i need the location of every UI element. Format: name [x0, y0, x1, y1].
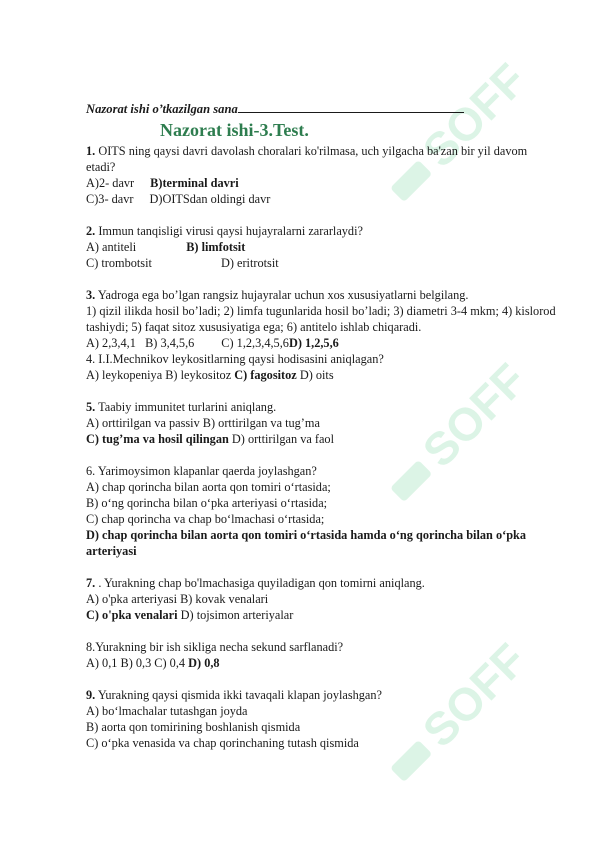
- question-5: [86, 399, 556, 447]
- answer-b: B) o‘ng qorincha bilan o‘pka arteriyasi o‘rtasida;: [86, 496, 328, 510]
- question-text: [86, 399, 556, 415]
- answer-b: B) leykositoz: [165, 368, 232, 382]
- answer-c: C)3- davr: [86, 192, 134, 206]
- answer-row: [86, 607, 556, 623]
- answer-row: [86, 191, 556, 207]
- answer-row: [86, 239, 556, 255]
- answer-c: C) chap qorincha va chap bo‘lmachasi o‘rtasida;: [86, 512, 325, 526]
- answer-a: A)2- davr: [86, 176, 135, 190]
- answer-d: D) oits: [299, 368, 334, 382]
- answer-row: [86, 431, 556, 447]
- answer-d: D) eritrotsit: [220, 256, 279, 270]
- answer-b-correct: B)terminal davri: [150, 176, 239, 190]
- answer-d-correct: D) chap qorincha bilan aorta qon tomiri o‘rtasida hamda o‘ng qorincha bilan o‘pka arteriyasi: [86, 528, 527, 558]
- question-4-answers: [86, 367, 556, 383]
- answer-c: C) 1,2,3,4,5,6: [221, 336, 289, 350]
- answer-c-correct: C) o'pka venalari: [86, 608, 178, 622]
- answer-a: A) antiteli: [86, 240, 137, 254]
- question-text: 6. Yarimoysimon klapanlar qaerda joylashgan?: [86, 464, 317, 478]
- answer-b: B) aorta qon tomirining boshlanish qismida: [86, 720, 301, 734]
- question-number: 9.: [86, 688, 96, 702]
- question-number: 1.: [86, 144, 96, 158]
- date-underline: [238, 101, 464, 113]
- answer-a: A) 2,3,4,1: [86, 336, 136, 350]
- question-number: 3.: [86, 288, 96, 302]
- answer-c: C) o‘pka venasida va chap qorinchaning tutash qismida: [86, 736, 359, 750]
- question-text: [86, 223, 556, 239]
- answer-row: A) o'pka arteriyasi B) kovak venalari: [86, 592, 269, 606]
- question-7: [86, 575, 556, 623]
- answer-c-correct: C) tug’ma va hosil qilingan: [86, 432, 229, 446]
- watermark-text: SOFF: [412, 53, 537, 177]
- answer-d: D) tojsimon arteriyalar: [180, 608, 294, 622]
- date-label: Nazorat ishi o’tkazilgan sana: [86, 102, 238, 116]
- question-number: 2.: [86, 224, 96, 238]
- question-text: [86, 687, 556, 703]
- question-9: [86, 687, 556, 751]
- answer-d: D) orttirilgan va faol: [231, 432, 334, 446]
- question-body: . Yurakning chap bo'lmachasiga quyiladigan qon tomirni aniqlang.: [98, 576, 425, 590]
- question-2: [86, 223, 556, 271]
- answer-d: D)OITSdan oldingi davr: [149, 192, 271, 206]
- answer-c-correct: C) fagositoz: [234, 368, 297, 382]
- answer-row: [86, 175, 556, 191]
- answer-b-correct: B) limfotsit: [186, 240, 246, 254]
- answer-row: [86, 655, 556, 671]
- question-8: [86, 639, 556, 671]
- question-text: [86, 575, 556, 591]
- question-body: Immun tanqisligi virusi qaysi hujayralarni zararlaydi?: [98, 224, 363, 238]
- answers-abc: A) 0,1 B) 0,3 C) 0,4: [86, 656, 186, 670]
- answer-c: C) trombotsit: [86, 256, 152, 270]
- document-page: [86, 101, 556, 767]
- question-text: [86, 287, 556, 303]
- question-3: [86, 287, 556, 383]
- answer-row: [86, 255, 556, 271]
- question-number: 5.: [86, 400, 96, 414]
- question-text: 8.Yurakning bir ish sikliga necha sekund sarflanadi?: [86, 640, 344, 654]
- answer-b: B) 3,4,5,6: [145, 336, 195, 350]
- question-6: [86, 463, 556, 559]
- watermark-text: SOFF: [412, 353, 537, 477]
- question-body: Yadroga ega bo’lgan rangsiz hujayralar uchun xos xususiyatlarni belgilang.: [97, 288, 469, 302]
- answer-row: A) orttirilgan va passiv B) orttirilgan va tug’ma: [86, 416, 320, 430]
- question-body: OITS ning qaysi davri davolash choralari ko'rilmasa, uch yilgacha ba'zan bir yil davom etadi?: [86, 144, 528, 174]
- page-title: Nazorat ishi-3.Test.: [160, 120, 309, 140]
- question-4-text: 4. I.I.Mechnikov leykositlarning qaysi hodisasini aniqlagan?: [86, 352, 384, 366]
- question-1: [86, 143, 556, 207]
- answer-a: A) chap qorincha bilan aorta qon tomiri o‘rtasida;: [86, 480, 331, 494]
- question-number: 7.: [86, 576, 96, 590]
- answer-d-correct: D) 1,2,5,6: [288, 336, 339, 350]
- date-header: [86, 101, 556, 117]
- answer-a: A) bo‘lmachalar tutashgan joyda: [86, 704, 248, 718]
- watermark-text: SOFF: [412, 633, 537, 757]
- question-body: Yurakning qaysi qismida ikki tavaqali klapan joylashgan?: [97, 688, 382, 702]
- question-body: Taabiy immunitet turlarini aniqlang.: [98, 400, 277, 414]
- question-text: [86, 143, 556, 175]
- question-list: 1) qizil ilikda hosil bo’ladi; 2) limfa tugunlarida hosil bo’ladi; 3) diametri 3-4 mkm; 4) kislorod tashiydi; 5) faqat sitoz xususiyatiga ega; 6) antitelo ishlab chiqaradi.: [86, 304, 556, 334]
- answer-a: A) leykopeniya: [86, 368, 163, 382]
- answer-d-correct: D) 0,8: [188, 656, 220, 670]
- answer-row: [86, 335, 556, 351]
